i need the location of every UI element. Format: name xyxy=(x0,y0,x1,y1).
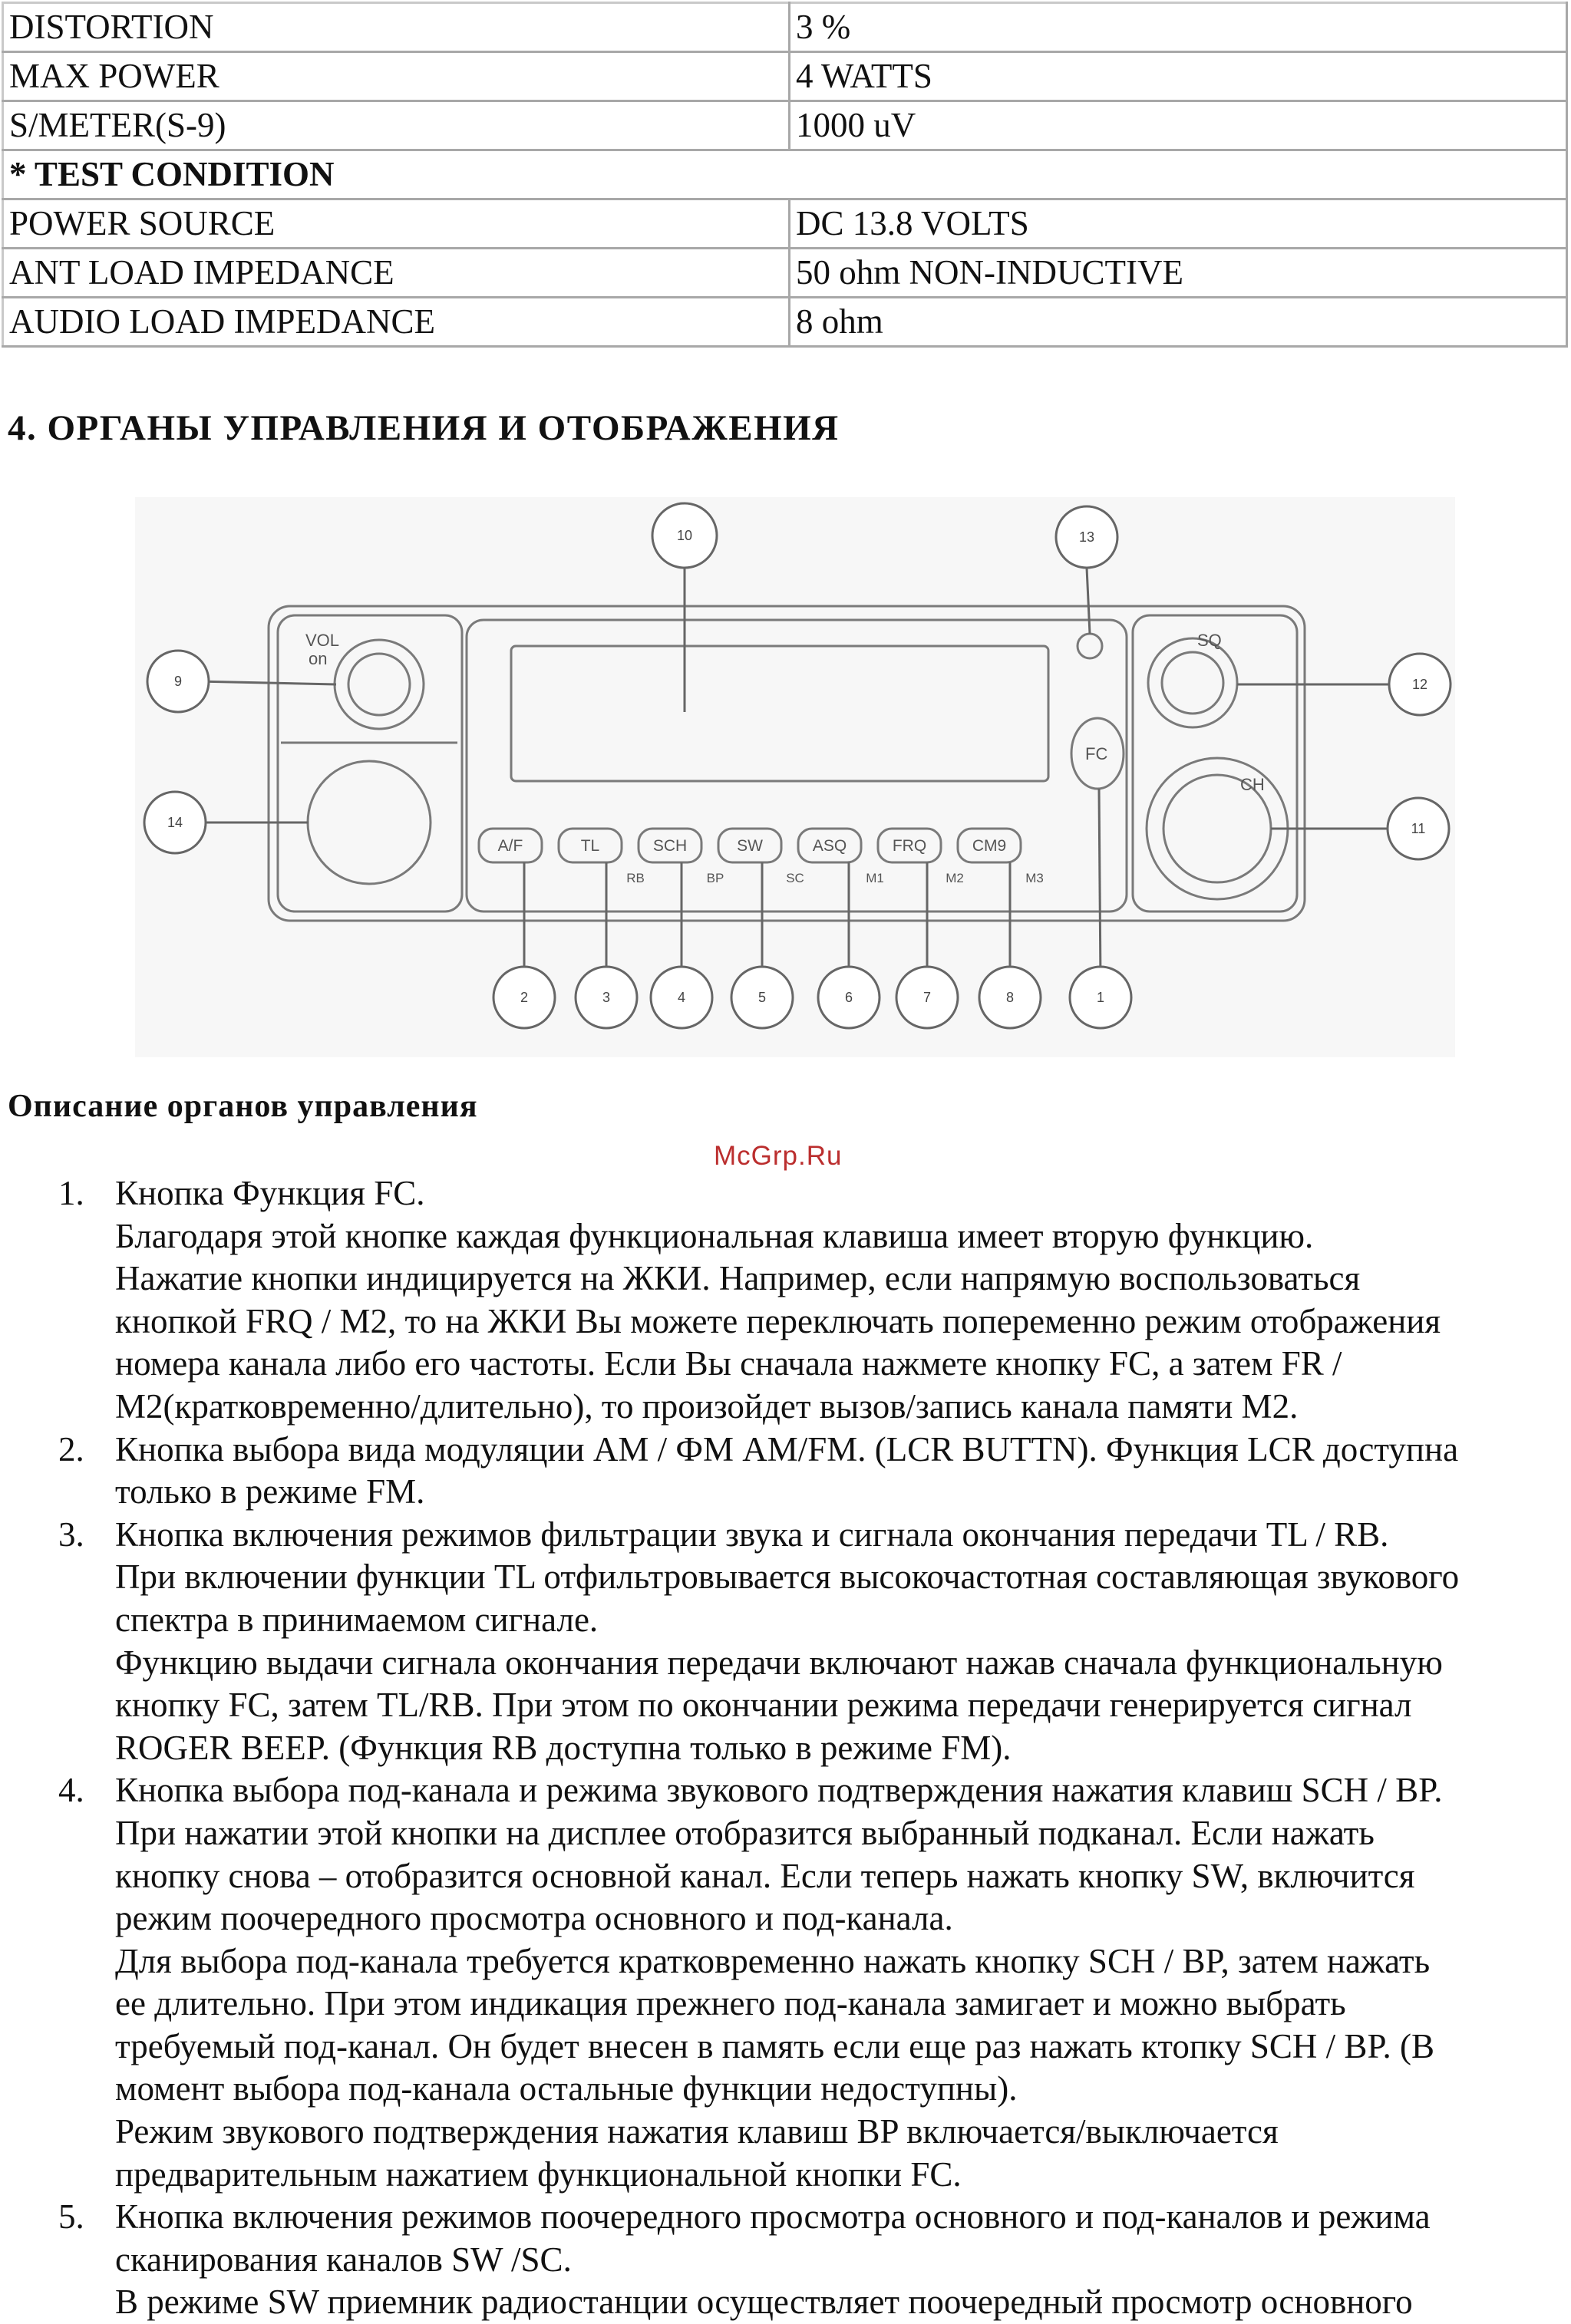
item-line: кнопкой FRQ / M2, то на ЖКИ Вы можете переключать попеременно режим отображения xyxy=(115,1301,1441,1340)
item-line: требуемый под-канал. Он будет внесен в память если еще раз нажать ктопку SCH / BP. (В xyxy=(115,2026,1434,2065)
m1-label: M1 xyxy=(866,871,884,885)
list-item xyxy=(0,1514,1566,1770)
callout-3: 3 xyxy=(602,990,611,1005)
item-number: 5. xyxy=(58,2197,84,2237)
description-title: Описание органов управления xyxy=(8,1089,478,1124)
ch-label: CH xyxy=(1240,775,1265,794)
callout-14: 14 xyxy=(167,815,183,830)
spec-row-max-power xyxy=(3,52,1567,101)
af-button-label: A/F xyxy=(497,837,523,855)
item-line: Режим звукового подтверждения нажатия клавиш BP включается/выключается xyxy=(115,2112,1279,2151)
item-line: Кнопка включения режимов поочередного просмотра основного и под-каналов и режима xyxy=(115,2197,1431,2237)
spec-label: MAX POWER xyxy=(3,52,790,101)
tl-button-label: TL xyxy=(580,837,600,855)
item-line: номера канала либо его частоты. Если Вы сначала нажмете кнопку FC, а затем FR / xyxy=(115,1344,1342,1383)
callout-6: 6 xyxy=(844,990,853,1005)
callout-1: 1 xyxy=(1096,990,1105,1005)
item-line: спектра в принимаемом сигнале. xyxy=(115,1600,599,1639)
item-line: Благодаря этой кнопке каждая функциональная клавиша имеет вторую функцию. xyxy=(115,1216,1314,1255)
spec-row-s-meter xyxy=(3,101,1567,150)
item-line: только в режиме FM. xyxy=(115,1472,425,1511)
item-line: ROGER BEEP. (Функция RB доступна только в режиме FM). xyxy=(115,1728,1012,1767)
radio-front-panel-diagram xyxy=(135,497,1455,1057)
item-line: Кнопка включения режимов фильтрации звука и сигнала окончания передачи TL / RB. xyxy=(115,1515,1389,1554)
item-line: Функцию выдачи сигнала окончания передачи включают нажав сначала функциональную xyxy=(115,1643,1443,1682)
sch-button-label: SCH xyxy=(652,837,688,855)
spec-table xyxy=(2,2,1568,348)
spec-value: 1000 uV xyxy=(790,101,1567,150)
spec-label: ANT LOAD IMPEDANCE xyxy=(3,249,790,298)
asq-button-label: ASQ xyxy=(812,837,847,855)
spec-label: DISTORTION xyxy=(3,3,790,52)
spec-label: POWER SOURCE xyxy=(3,199,790,249)
spec-value: DC 13.8 VOLTS xyxy=(790,199,1567,249)
bp-label: BP xyxy=(706,871,724,885)
item-number: 3. xyxy=(58,1515,84,1554)
item-line: M2(кратковременно/длительно), то произойдет вызов/запись канала памяти М2. xyxy=(115,1386,1299,1426)
item-line: Кнопка Функция FC. xyxy=(115,1174,425,1212)
item-line: сканирования каналов SW /SC. xyxy=(115,2240,572,2279)
spec-row-power-source xyxy=(3,199,1567,249)
spec-value: 3 % xyxy=(790,3,1567,52)
item-line: При включении функции TL отфильтровывается высокочастотная составляющая звукового xyxy=(115,1558,1460,1597)
callout-4: 4 xyxy=(677,990,686,1005)
controls-list xyxy=(0,1172,1566,2324)
spec-value: 8 ohm xyxy=(790,298,1567,347)
item-line: ее длительно. При этом индикация прежнего под-канала замигает и можно выбрать xyxy=(115,1984,1346,2023)
section-title: 4. ОРГАНЫ УПРАВЛЕНИЯ И ОТОБРАЖЕНИЯ xyxy=(8,408,840,448)
callout-8: 8 xyxy=(1005,990,1015,1005)
vol-label: VOL xyxy=(305,631,340,650)
sw-button-label: SW xyxy=(737,837,763,855)
test-condition-header: * TEST CONDITION xyxy=(3,150,1567,199)
spec-row-distortion xyxy=(3,3,1567,52)
spec-row-ant-load xyxy=(3,249,1567,298)
spec-row-test-condition xyxy=(3,150,1567,199)
spec-value: 50 ohm NON-INDUCTIVE xyxy=(790,249,1567,298)
rb-label: RB xyxy=(626,871,645,885)
cm9-button-label: CM9 xyxy=(972,837,1007,855)
list-item xyxy=(0,2196,1566,2324)
item-number: 2. xyxy=(58,1429,84,1469)
spec-row-audio-load xyxy=(3,298,1567,347)
list-item xyxy=(0,1429,1566,1514)
item-line: Нажатие кнопки индицируется на ЖКИ. Например, если напрямую воспользоваться xyxy=(115,1259,1361,1298)
leader-line xyxy=(1099,789,1101,982)
item-line: режим поочередного просмотра основного и под-канала. xyxy=(115,1899,953,1938)
callout-12: 12 xyxy=(1411,677,1428,692)
on-label: on xyxy=(309,649,328,668)
m2-label: M2 xyxy=(946,871,964,885)
m3-label: M3 xyxy=(1025,871,1044,885)
item-line: В режиме SW приемник радиостанции осуществляет поочередный просмотр основного xyxy=(115,2283,1413,2322)
item-line: При нажатии этой кнопки на дисплее отобразится выбранный подканал. Если нажать xyxy=(115,1813,1375,1852)
item-line: Кнопка выбора вида модуляции АМ / ФМ AM/FM. (LCR BUTTN). Функция LCR доступна xyxy=(115,1429,1459,1469)
item-number: 4. xyxy=(58,1771,84,1810)
item-line: кнопку снова – отобразится основной канал. Если теперь нажать кнопку SW, включится xyxy=(115,1856,1415,1895)
callout-11: 11 xyxy=(1411,821,1426,836)
sc-label: SC xyxy=(786,871,804,885)
spec-label: S/METER(S-9) xyxy=(3,101,790,150)
spec-label: AUDIO LOAD IMPEDANCE xyxy=(3,298,790,347)
item-line: Кнопка выбора под-канала и режима звукового подтверждения нажатия клавиш SCH / BP. xyxy=(115,1771,1443,1810)
item-line: момент выбора под-канала остальные функции недоступны). xyxy=(115,2069,1018,2108)
callout-5: 5 xyxy=(757,990,767,1005)
callout-7: 7 xyxy=(922,990,932,1005)
callout-10: 10 xyxy=(676,528,693,543)
list-item xyxy=(0,1172,1566,1429)
watermark: McGrp.Ru xyxy=(714,1141,843,1171)
list-item xyxy=(0,1769,1566,2196)
callout-13: 13 xyxy=(1078,529,1095,545)
item-line: предварительным нажатием функциональной кнопки FC. xyxy=(115,2154,962,2194)
callout-9: 9 xyxy=(173,674,183,689)
fc-label: FC xyxy=(1085,744,1108,763)
frq-button-label: FRQ xyxy=(892,837,927,855)
sq-label: SQ xyxy=(1197,631,1222,650)
item-line: кнопку FC, затем TL/RB. При этом по окончании режима передачи генерируется сигнал xyxy=(115,1686,1412,1725)
item-number: 1. xyxy=(58,1174,84,1212)
item-line: Для выбора под-канала требуется кратковременно нажать кнопку SCH / BP, затем нажать xyxy=(115,1941,1431,1980)
callout-2: 2 xyxy=(520,990,529,1005)
spec-value: 4 WATTS xyxy=(790,52,1567,101)
